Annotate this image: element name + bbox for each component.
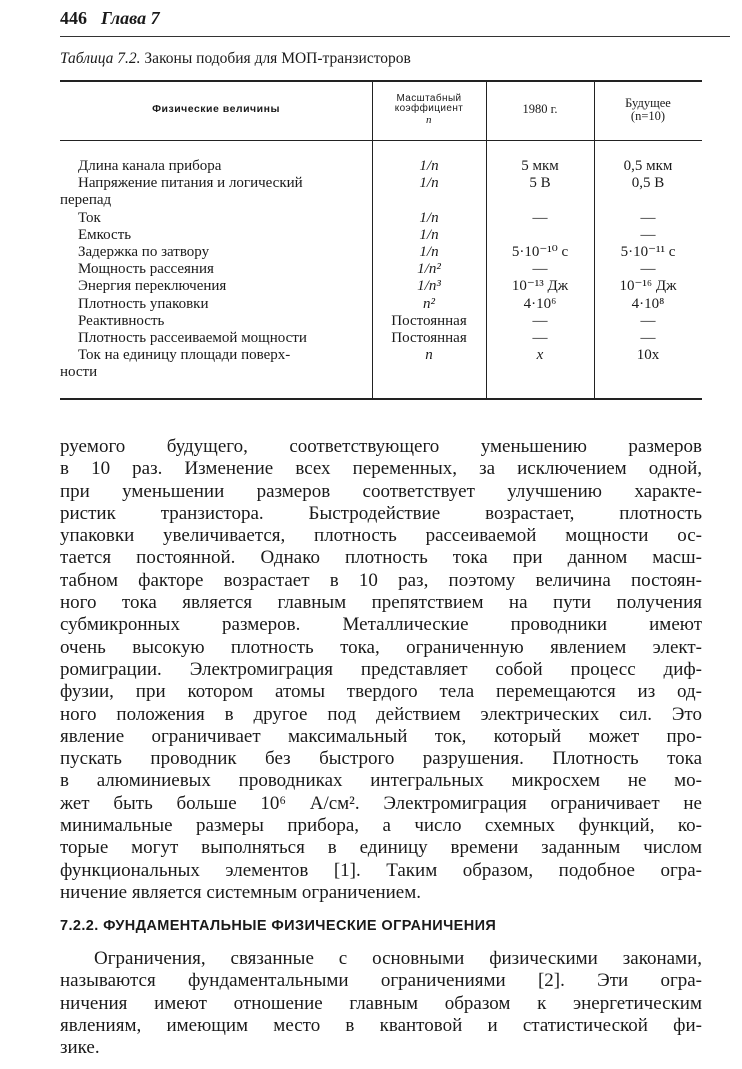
running-head bbox=[60, 8, 160, 29]
table-row: Напряжение питания и логический 1/n 5 В 0,5 В bbox=[78, 175, 665, 192]
table-caption-label: Таблица 7.2. bbox=[60, 50, 141, 67]
table-row: Плотность рассеиваемой мощности Постоянная — — bbox=[78, 329, 656, 346]
text-line: в алюминиевых проводниках интегральных микросхем не мо- bbox=[60, 770, 702, 792]
text-line: упаковки увеличивается, плотность рассеиваемой мощности ос- bbox=[60, 525, 702, 547]
text-line: зике. bbox=[60, 1037, 100, 1059]
table-row: Реактивность Постоянная — — bbox=[78, 312, 656, 329]
header-scale-factor: Масштабный коэффициент n bbox=[394, 92, 464, 126]
page-number: 446 bbox=[60, 8, 87, 28]
text-line: функциональных элементов [1]. Таким образом, подобное огра- bbox=[60, 859, 702, 881]
table-row: Длина канала прибора 1/n 5 мкм 0,5 мкм bbox=[78, 158, 673, 174]
text-line: ромиграции. Электромиграция представляет собой процесс диф- bbox=[60, 658, 702, 680]
table-row: Задержка по затвору 1/n 5·10⁻¹⁰ с 5·10⁻¹¹ с bbox=[78, 243, 676, 260]
text-line: называются фундаментальными ограничениями [2]. Эти огра- bbox=[60, 970, 702, 992]
table-row: Мощность рассеяния 1/n² — — bbox=[78, 261, 656, 278]
header-1980: 1980 г. bbox=[522, 102, 558, 117]
header-physical-quantities: Физические величины bbox=[152, 103, 280, 116]
table-caption-text: Законы подобия для МОП-транзисторов bbox=[140, 50, 411, 67]
table-row: Плотность упаковки n² 4·10⁶ 4·10⁸ bbox=[78, 295, 665, 312]
text-line: руемого будущего, соответствующего уменьшению размеров bbox=[60, 436, 702, 457]
text-line: пускать проводник без быстрого разрушения. Плотность тока bbox=[60, 748, 702, 770]
text-line: очень высокую плотность тока, ограниченную явлением элект- bbox=[60, 636, 702, 658]
text-line: в 10 раз. Изменение всех переменных, за исключением одной, bbox=[60, 458, 702, 480]
table-row: Ток на единицу площади поверх- n x 10x bbox=[78, 347, 660, 364]
text-line: явлениям, имеющим место в квантовой и статистической фи- bbox=[60, 1014, 702, 1036]
text-line: Ограничения, связанные с основными физическими законами, bbox=[94, 948, 702, 969]
text-line: ристик транзистора. Быстродействие возрастает, плотность bbox=[60, 502, 702, 524]
table-header-rule bbox=[60, 140, 702, 141]
text-line: торые могут выполняться в единицу времени заданным числом bbox=[60, 837, 702, 859]
table-bottom-rule bbox=[60, 398, 702, 400]
text-line: табном факторе возрастает в 10 раз, поэтому величина постоян- bbox=[60, 569, 702, 591]
chapter-title: Глава 7 bbox=[101, 8, 160, 28]
text-line: ничения имеют отношение главным образом к энергетическим bbox=[60, 992, 702, 1014]
text-line: явление ограничивает максимальный ток, который может про- bbox=[60, 725, 702, 747]
body-paragraph bbox=[60, 436, 702, 904]
text-line: субмикронных размеров. Металлические проводники имеют bbox=[60, 614, 702, 636]
text-line: жет быть больше 10⁶ А/см². Электромиграция ограничивает не bbox=[60, 792, 702, 814]
section-paragraph bbox=[60, 948, 702, 1059]
table-row: Энергия переключения 1/n³ 10⁻¹³ Дж 10⁻¹⁶ Дж bbox=[78, 278, 677, 295]
text-line: ного тока является главным препятствием на пути получения bbox=[60, 592, 702, 614]
table-row: Ток 1/n — — bbox=[78, 209, 656, 226]
table-caption bbox=[60, 50, 411, 68]
table-body bbox=[60, 158, 702, 381]
header-rule bbox=[60, 36, 730, 37]
table-row: ности bbox=[60, 364, 98, 381]
text-line: ничение является системным ограничением. bbox=[60, 881, 422, 903]
text-line: фузии, при котором атомы твердого тела перемещаются из од- bbox=[60, 681, 702, 703]
text-line: минимальные размеры прибора, а число схемных функций, ко- bbox=[60, 815, 702, 837]
scaling-laws-table bbox=[60, 80, 702, 400]
header-future: Будущее (n=10) bbox=[625, 95, 671, 123]
text-line: ного положения в другое под действием электрических сил. Это bbox=[60, 703, 702, 725]
table-row: Емкость 1/n — bbox=[78, 226, 656, 243]
text-line: тается постоянной. Однако плотность тока при данном масш- bbox=[60, 547, 702, 569]
text-line: при уменьшении размеров соответствует улучшению характе- bbox=[60, 480, 702, 502]
table-row: перепад bbox=[60, 192, 112, 209]
section-heading: 7.2.2. ФУНДАМЕНТАЛЬНЫЕ ФИЗИЧЕСКИЕ ОГРАНИЧЕНИЯ bbox=[60, 918, 497, 934]
